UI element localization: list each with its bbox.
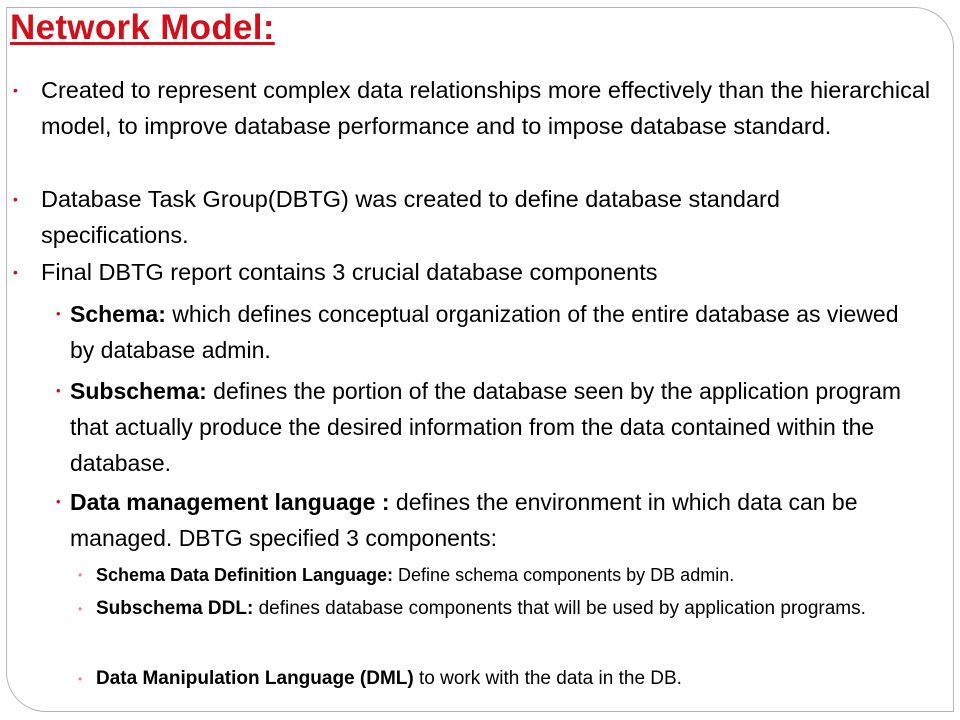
- sub-bullet-text: defines the environment in which data can be managed. DBTG specified 3 components:: [70, 489, 858, 551]
- sub-bullet-item: [56, 296, 900, 368]
- bullet-dot: •: [78, 568, 83, 582]
- sub-sub-bullet-item: [78, 664, 946, 694]
- sub-sub-bullet-term: Schema Data Definition Language:: [96, 565, 394, 585]
- bullet-dot: •: [56, 494, 61, 509]
- sub-sub-bullet-term: Data Manipulation Language (DML): [96, 668, 414, 689]
- sub-bullet-text: defines the portion of the database seen by the application program that actually produce the desired information from the data contained within the database.: [70, 378, 902, 476]
- sub-sub-bullet-text: to work with the data in the DB.: [413, 668, 682, 689]
- sub-bullet-term: Data management language :: [70, 489, 390, 515]
- sub-bullet-item: [56, 484, 920, 556]
- sub-sub-bullet-term: Subschema DDL:: [96, 598, 254, 619]
- sub-sub-bullet-text: Define schema components by DB admin.: [393, 565, 735, 585]
- bullet-dot: •: [56, 383, 61, 398]
- sub-bullet-term: Subschema:: [70, 378, 207, 404]
- sub-sub-bullet-item: [78, 594, 926, 624]
- bullet-dot: •: [13, 191, 18, 207]
- bullet-dot: •: [13, 82, 18, 98]
- bullet-item: [13, 72, 941, 144]
- bullet-item: [13, 254, 941, 290]
- sub-sub-bullet-item: [78, 560, 956, 591]
- bullet-text: Database Task Group(DBTG) was created to define database standard specifications.: [41, 186, 780, 248]
- sub-bullet-term: Schema:: [70, 301, 166, 327]
- bullet-text: Created to represent complex data relationships more effectively than the hierarchical model, to improve database performance and to impose database standard.: [41, 77, 931, 139]
- bullet-text: Final DBTG report contains 3 crucial database components: [41, 259, 658, 285]
- bullet-dot: •: [13, 264, 18, 280]
- sub-bullet-item: [56, 373, 945, 481]
- bullet-item: [13, 181, 871, 253]
- bullet-dot: •: [78, 602, 83, 616]
- sub-bullet-text: which defines conceptual organization of the entire database as viewed by database admin.: [70, 301, 899, 363]
- bullet-dot: •: [78, 672, 83, 686]
- sub-sub-bullet-text: defines database components that will be used by application programs.: [253, 598, 866, 619]
- bullet-dot: •: [56, 306, 61, 321]
- slide-title: Network Model:: [10, 8, 275, 47]
